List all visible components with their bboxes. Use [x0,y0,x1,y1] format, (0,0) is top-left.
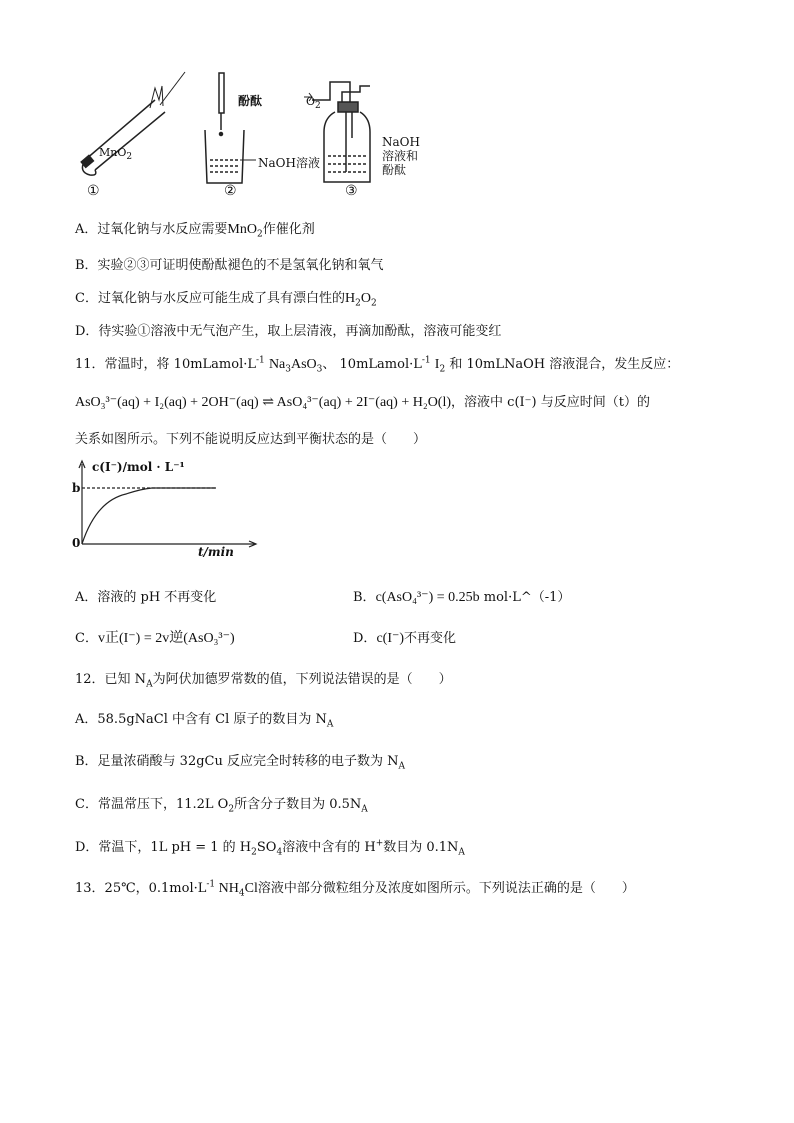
phenolphthalein-label: 酚酞 [238,94,263,108]
bottle-solution-label [382,135,420,177]
q11-stem-line2: AsO₃³⁻(aq) + I₂(aq) + 2OH⁻(aq) ⇌ AsO₄³⁻(aq) + 2I⁻(aq) + H₂O(l)，溶液中 c(I⁻) 与反应时间（t）的 [75,395,650,410]
q12-stem: 12．已知 $N_A$为阿伏加德罗常数的值，下列说法错误的是（ ） [75,672,452,690]
figure2-label: ② [224,183,237,199]
q10-option-b: B．实验②③可证明使酚酞褪色的不是氢氧化钠和氧气 [75,258,384,273]
q11-option-b: B．c(AsO₄³⁻) = 0.25b mol·L^（-1） [353,590,571,605]
q12-option-d: D．常温下，1L pH = 1 的 $H_2SO_4$溶液中含有的 H+数目为 $0.1N_A$ [75,838,465,858]
q10-option-d: D．待实验①溶液中无气泡产生，取上层清液，再滴加酚酞，溶液可能变红 [75,324,502,339]
graph-b-label: b [72,481,81,495]
bottle-label-line2: 溶液和 [382,149,419,163]
q11-equation: AsO₃³⁻(aq) + I₂(aq) + 2OH⁻(aq) ⇌ AsO₄³⁻(aq) + 2I⁻(aq) + H₂O(l) [75,395,452,410]
q12-option-c: C．常温常压下，11.2L $O_2$所含分子数目为 $0.5N_A$ [75,797,368,815]
beaker-icon [205,73,256,183]
figure1-label: ① [87,183,100,199]
q11-option-c: C．v正(I⁻) = 2v逆(AsO₃³⁻) [75,631,235,646]
q12-option-a: A．58.5gNaCl 中含有 Cl 原子的数目为 $N_A$ [75,712,334,730]
q10-option-a: A．过氧化钠与水反应需要MnO$_2$作催化剂 [75,222,315,240]
test-tube-icon [81,72,185,175]
figure3-label: ③ [345,183,358,199]
naoh-solution-label: NaOH溶液 [258,156,320,170]
q13-stem: 13．25℃，$0.1mol\cdot L^{-1}$ $NH_4Cl$溶液中部分微粒组分及浓度如图所示。下列说法正确的是（ ） [75,879,635,899]
q11-stem-line1: 11．常温时，将 $10mLamol\cdot L^{-1}$ $Na_3AsO_3$、 $10mLamol\cdot L^{-1}$ $I_2$ 和 10mLNaOH 溶液混合，发生反应： [75,355,680,375]
graph-origin-label: 0 [72,536,81,550]
bottle-label-line3: 酚酞 [382,163,407,177]
concentration-curve [82,488,216,544]
q11-option-d: D．c(I⁻)不再变化 [353,631,457,646]
q10-option-c: C．过氧化钠与水反应可能生成了具有漂白性的$H_2O_2$ [75,291,377,309]
q11-stem-line3: 关系如图所示。下列不能说明反应达到平衡状态的是（ ） [75,432,427,447]
q11-option-a: A．溶液的 pH 不再变化 [75,590,217,605]
bottle-label-line1: NaOH [382,135,420,149]
graph-y-label: c(I⁻)/mol · L⁻¹ [92,460,185,474]
q12-option-b: B．足量浓硝酸与 32gCu 反应完全时转移的电子数为 $N_A$ [75,754,406,772]
mno2-label: MnO$_2$ [99,146,133,163]
oxygen-label: $O_2$ [306,95,321,112]
graph-x-label: t/min [198,545,234,559]
